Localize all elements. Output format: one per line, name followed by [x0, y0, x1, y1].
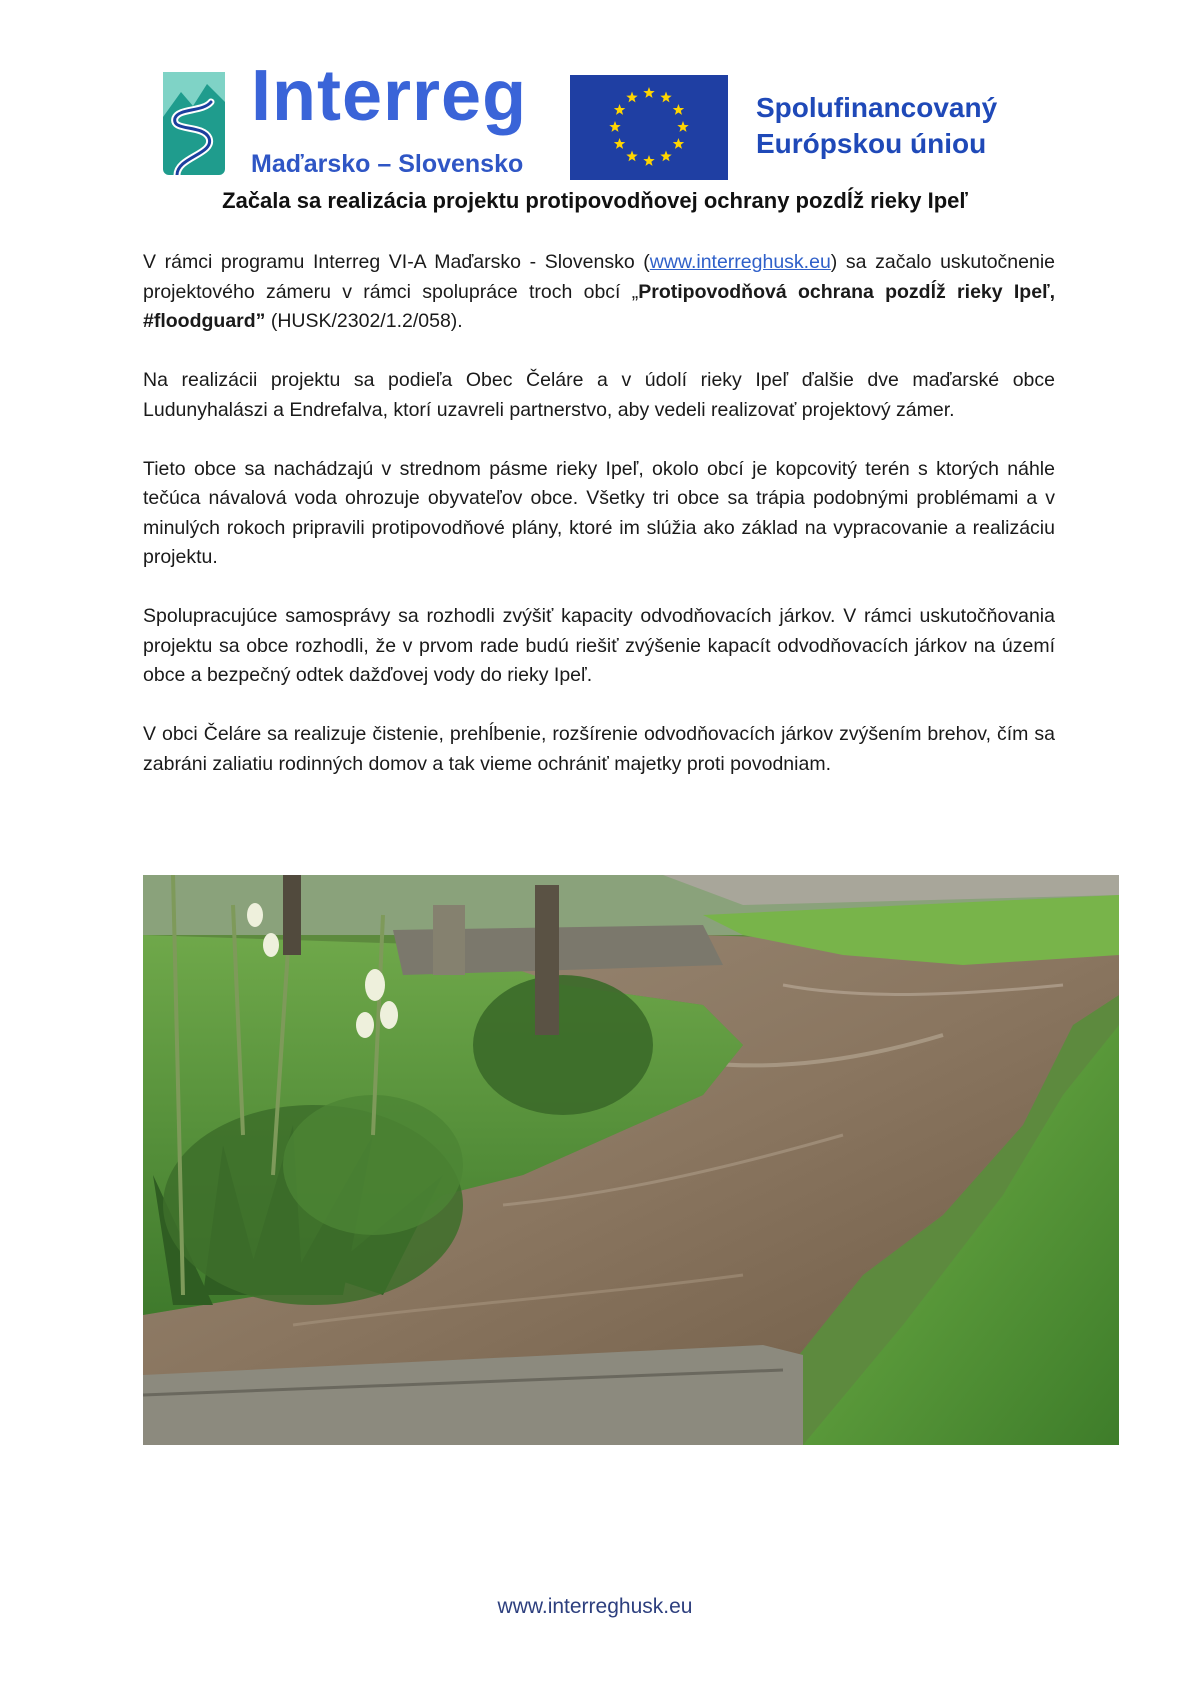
article-body	[143, 248, 1055, 809]
eu-label-line-2: Európskou úniou	[756, 128, 987, 159]
paragraph-5: V obci Čeláre sa realizuje čistenie, prehĺbenie, rozšírenie odvodňovacích járkov zvýšením brehov, čím sa zabráni zaliatiu rodinných domov a tak vieme ochrániť majetky proti povodniam.	[143, 723, 1055, 775]
paragraph-2: Na realizácii projektu sa podieľa Obec Čeláre a v údolí rieky Ipeľ ďalšie dve maďarské obce Ludunyhalászi a Endrefalva, ktorí uzavreli partnerstvo, aby vedeli realizovať projektový zámer.	[143, 369, 1055, 421]
program-subtitle: Maďarsko – Slovensko	[251, 150, 524, 178]
eu-star-icon	[677, 121, 688, 132]
interreg-wordmark: Interreg	[251, 56, 528, 136]
eu-star-icon	[643, 87, 654, 98]
eu-star-icon	[614, 138, 625, 149]
eu-star-icon	[609, 121, 620, 132]
interreg-logo-icon	[163, 72, 225, 175]
eu-star-icon	[643, 155, 654, 166]
footer-website-link[interactable]: www.interreghusk.eu	[497, 1595, 693, 1618]
eu-star-icon	[660, 92, 671, 103]
eu-star-icon	[614, 104, 625, 115]
eu-star-icon	[660, 150, 671, 161]
project-name: Protipovodňová ochrana pozdĺž rieky Ipeľ, #floodguard”	[143, 280, 1055, 332]
paragraph-4: Spolupracujúce samosprávy sa rozhodli zvýšiť kapacity odvodňovacích járkov. V rámci uskutočňovania projektu sa obce rozhodli, že v prvom rade budú riešiť zvýšenie kapacít odvodňovacích járkov na území obce a bezpečný odtek dažďovej vody do rieky Ipeľ.	[143, 605, 1055, 686]
eu-flag-icon	[570, 75, 728, 180]
header-logos	[163, 56, 1033, 182]
eu-star-icon	[626, 92, 637, 103]
program-website-link[interactable]: www.interreghusk.eu	[649, 251, 831, 273]
article-title: Začala sa realizácia projektu protipovodňovej ochrany pozdĺž rieky Ipeľ	[222, 188, 968, 213]
eu-star-icon	[673, 104, 684, 115]
eu-star-icon	[626, 150, 637, 161]
eu-star-icon	[673, 138, 684, 149]
paragraph-3: Tieto obce sa nachádzajú v strednom pásme rieky Ipeľ, okolo obcí je kopcovitý terén s ktorých náhle tečúca návalová voda ohrozuje obyvateľov obce. Všetky tri obce sa trápia podobnými problémami a v minulých rokoch pripravili protipovodňové plány, ktoré im slúžia ako základ na vypracovanie a realizáciu projektu.	[143, 457, 1055, 568]
paragraph-1: V rámci programu Interreg VI-A Maďarsko - Slovensko (www.interreghusk.eu) sa začalo uskutočnenie projektového zámeru v rámci spolupráce troch obcí „Protipovodňová ochrana pozdĺž rieky Ipeľ, #floodguard” (HUSK/2302/1.2/058).	[143, 251, 1055, 332]
flood-ditch-photo	[143, 875, 1119, 1445]
eu-label-line-1: Spolufinancovaný	[756, 92, 998, 123]
eu-cofunding-label	[756, 90, 997, 162]
